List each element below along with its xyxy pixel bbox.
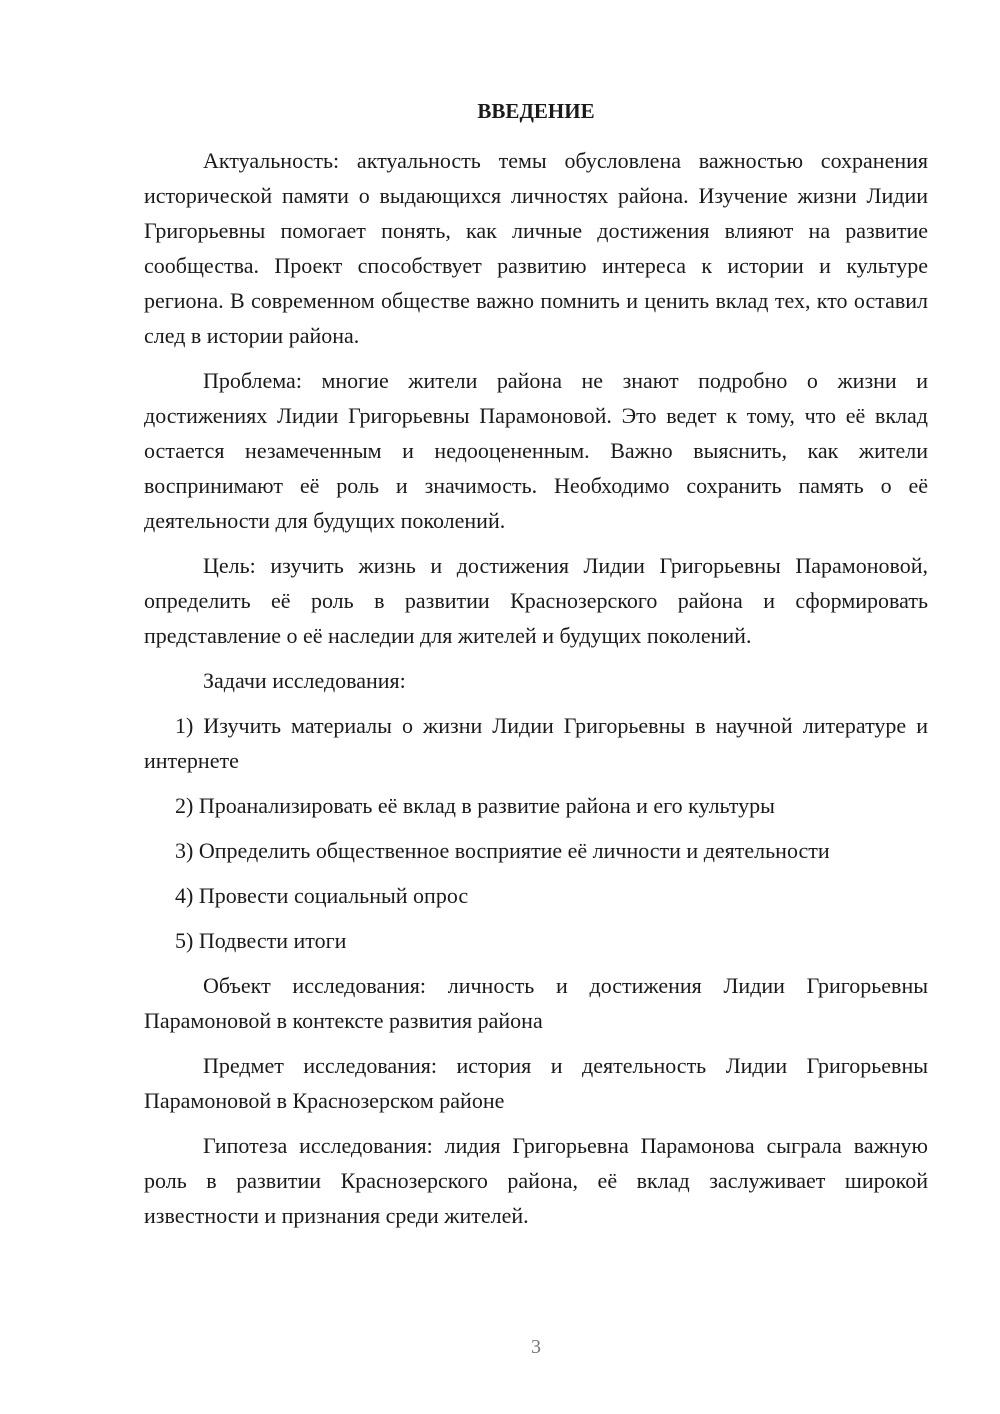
tasks-title: Задачи исследования: [203, 668, 406, 693]
page-title: ВВЕДЕНИЕ [477, 99, 595, 123]
subject-paragraph: Предмет исследования: история и деятельность Лидии Григорьевны Парамоновой в Краснозерском районе [144, 1053, 928, 1113]
task-item-3: 3) Определить общественное восприятие её личности и деятельности [175, 838, 830, 863]
document-body [144, 143, 928, 1233]
task-item-4: 4) Провести социальный опрос [175, 883, 469, 908]
problem-paragraph: Проблема: многие жители района не знают подробно о жизни и достижениях Лидии Григорьевны Парамоновой. Это ведет к тому, что её вклад остается незамеченным и недооцененным. Важно выяснить, как жители воспринимают её роль и значимость. Необходимо сохранить память о её деятельности для будущих поколений. [144, 368, 928, 533]
object-paragraph: Объект исследования: личность и достижения Лидии Григорьевны Парамоновой в контексте развития района [144, 973, 928, 1033]
page-number: 3 [531, 1336, 541, 1358]
task-item-1: 1) Изучить материалы о жизни Лидии Григорьевны в научной литературе и интернете [144, 713, 928, 773]
task-item-5: 5) Подвести итоги [175, 928, 347, 953]
relevance-paragraph: Актуальность: актуальность темы обусловлена важностью сохранения исторической памяти о выдающихся личностях района. Изучение жизни Лидии Григорьевны помогает понять, как личные достижения влияют на развитие сообщества. Проект способствует развитию интереса к истории и культуре региона. В современном обществе важно помнить и ценить вклад тех, кто оставил след в истории района. [144, 148, 928, 348]
goal-paragraph: Цель: изучить жизнь и достижения Лидии Григорьевны Парамоновой, определить её роль в развитии Краснозерского района и сформировать представление о её наследии для жителей и будущих поколений. [144, 553, 928, 648]
task-item-2: 2) Проанализировать её вклад в развитие района и его культуры [175, 793, 775, 818]
hypothesis-paragraph: Гипотеза исследования: лидия Григорьевна Парамонова сыграла важную роль в развитии Краснозерского района, её вклад заслуживает широкой известности и признания среди жителей. [144, 1133, 928, 1228]
